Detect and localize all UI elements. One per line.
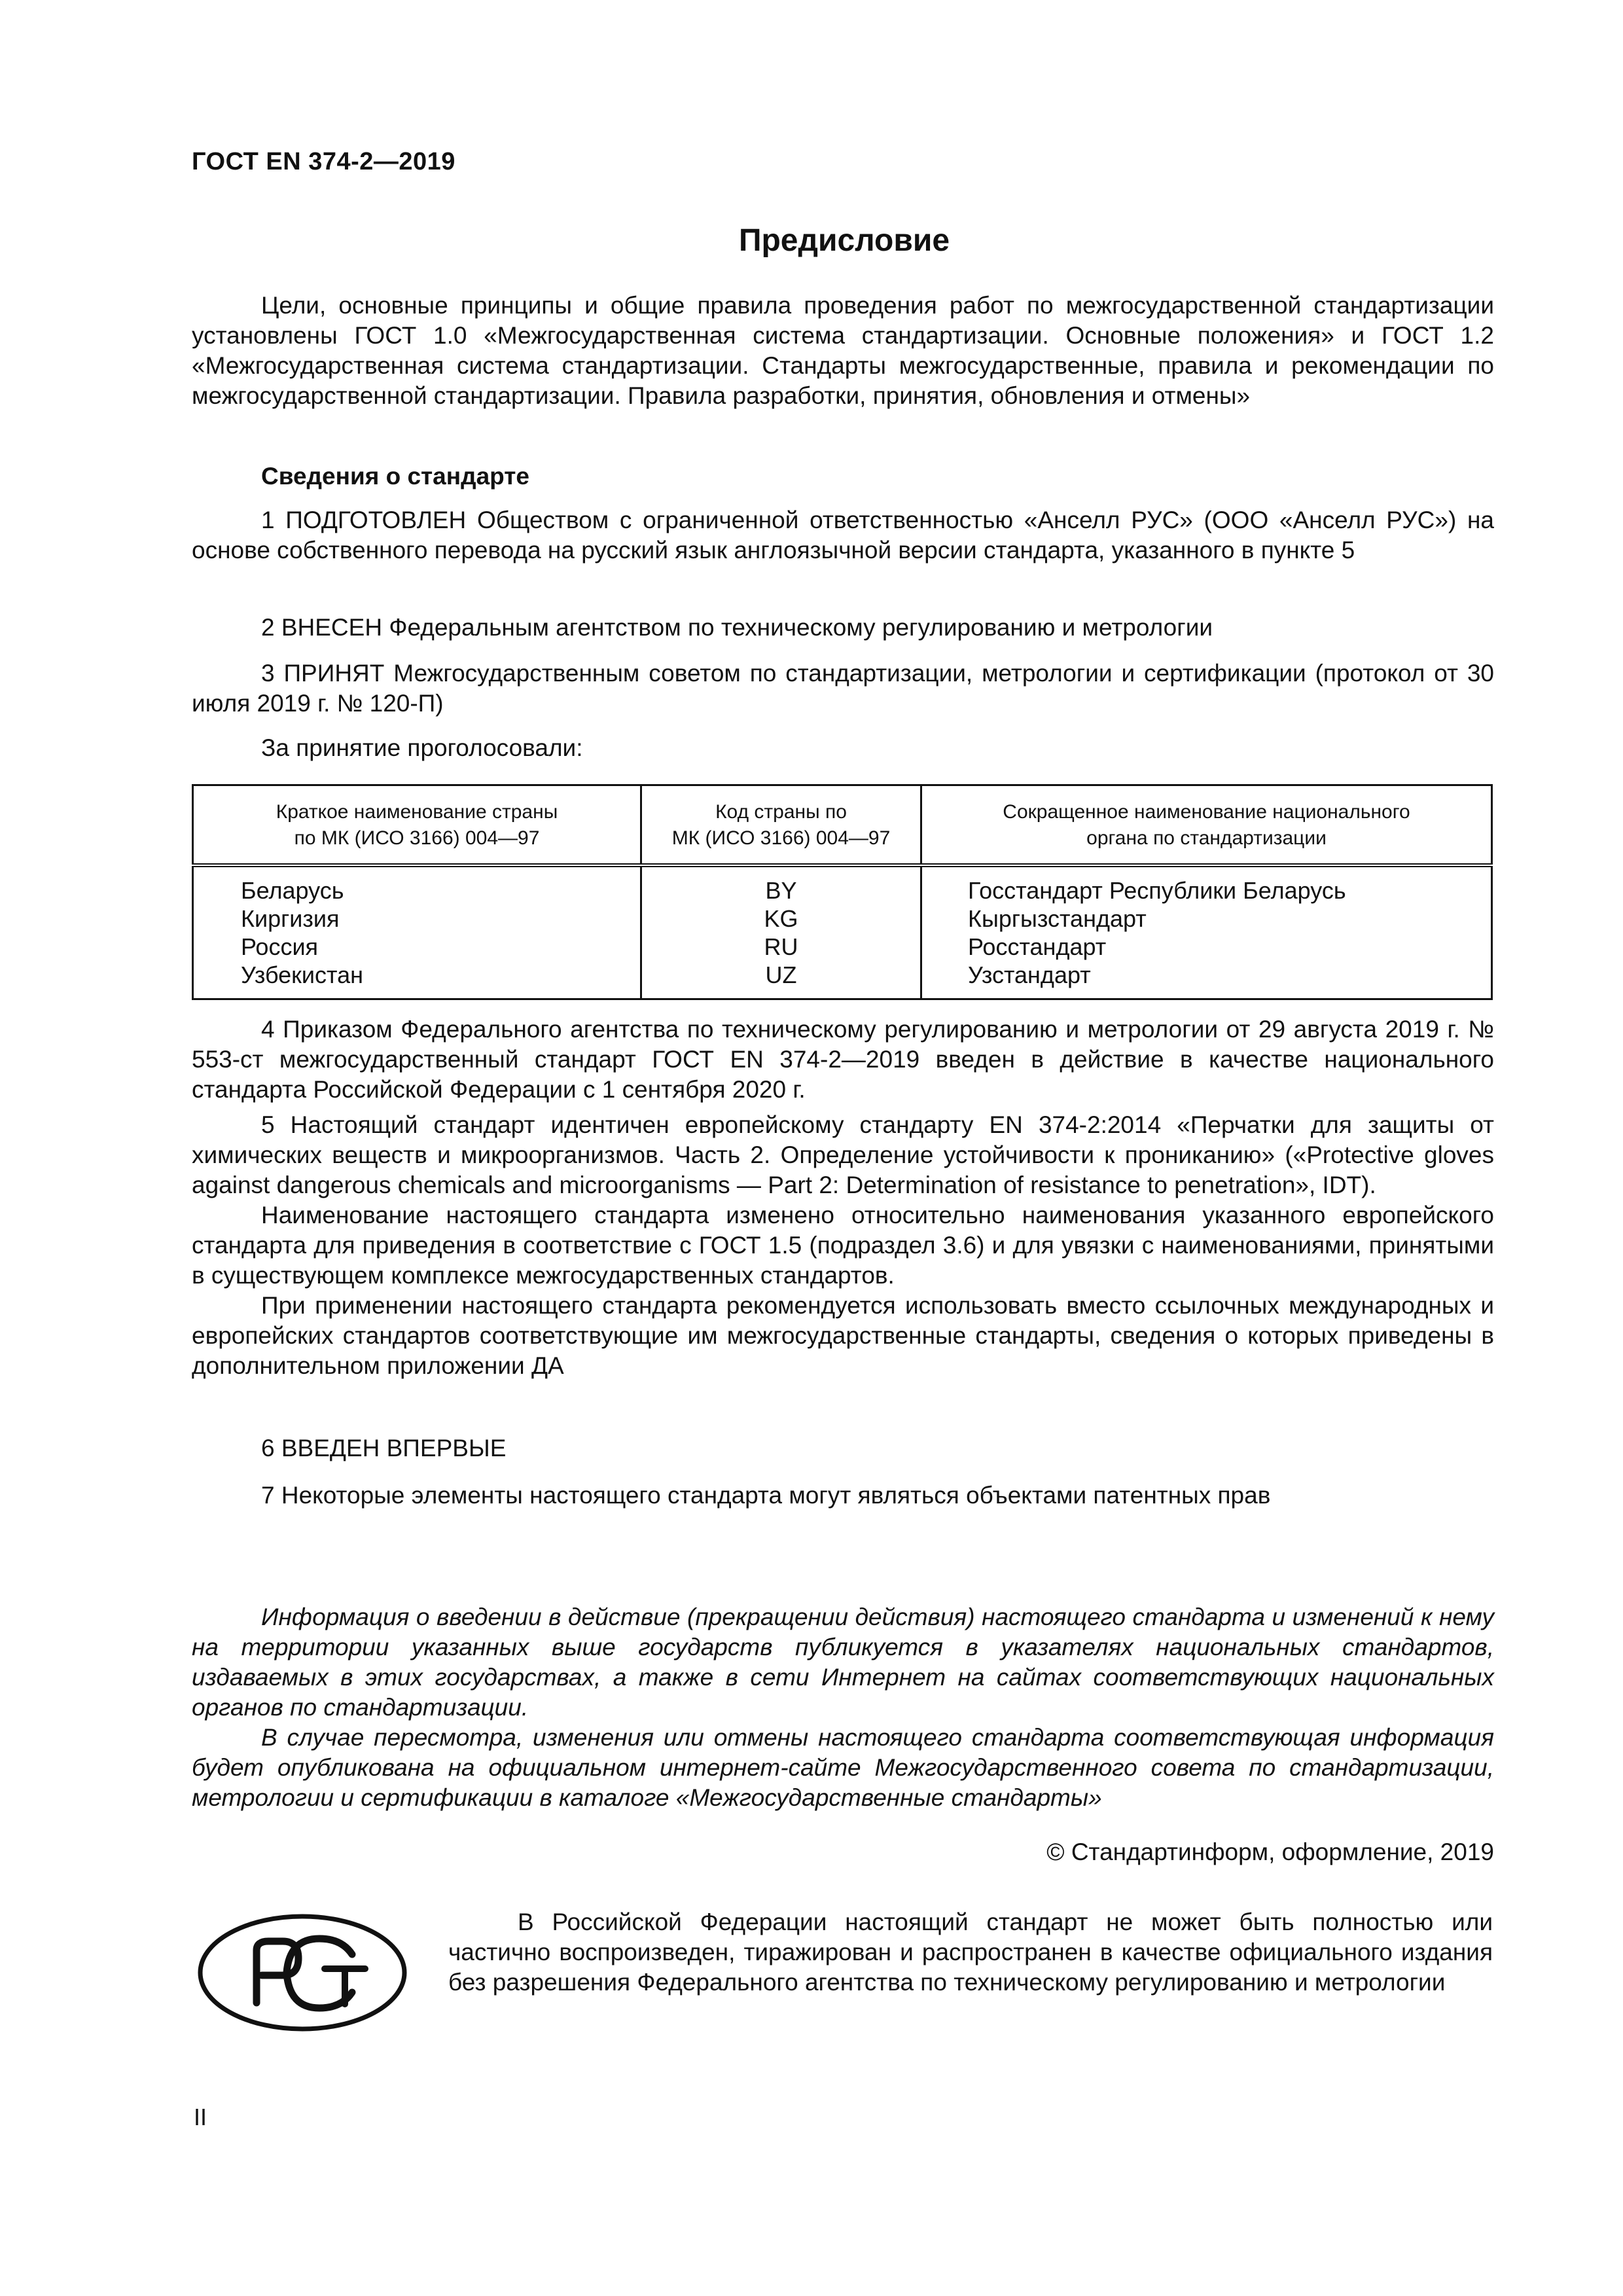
code-cell: KG [641,905,921,933]
info-section [192,1602,1494,1813]
copyright-line: © Стандартинформ, оформление, 2019 [1046,1839,1494,1865]
item-2 [192,613,1494,643]
item-5-text: 5 Настоящий стандарт идентичен европейскому стандарту EN 374-2:2014 «Перчатки для защиты от химических веществ и микроорганизмов. Часть 2. Определение устойчивости к прониканию» («Protective gloves against dangerous chemicals and microorganisms — Part 2: Determination of resistance to penetration», IDT). [192,1111,1494,1198]
item-3-text: 3 ПРИНЯТ Межгосударственным советом по стандартизации, метрологии и сертификации (протокол от 30 июля 2019 г. № 120-П) [192,660,1494,717]
agency-cell: Госстандарт Республики Беларусь [921,865,1492,905]
country-cell: Беларусь [193,865,641,905]
country-cell: Россия [193,933,641,961]
item-7-text: 7 Некоторые элементы настоящего стандарта могут являться объектами патентных прав [261,1482,1271,1509]
page-number: II [194,2104,207,2130]
code-cell: BY [641,865,921,905]
item-7 [192,1480,1494,1511]
intro-paragraph: Цели, основные принципы и общие правила проведения работ по межгосударственной стандартизации установлены ГОСТ 1.0 «Межгосударственная система стандартизации. Основные положения» и ГОСТ 1.2 «Межгосударственная система стандартизации. Стандарты межгосударственные, правила и рекомендации по межгосударственной стандартизации. Правила разработки, принятия, обновления и отмены» [192,292,1494,409]
item-1 [192,505,1494,565]
rf-reproduction-note: В Российской Федерации настоящий стандарт не может быть полностью или частично воспроизведен, тиражирован и распространен в качестве официального издания без разрешения Федерального агентства по техническому регулированию и метрологии [448,1909,1493,1996]
table-header-row [193,785,1492,866]
item-5-paragraph-3: При применении настоящего стандарта рекомендуется использовать вместо ссылочных международных и европейских стандартов соответствующие им межгосударственные стандарты, сведения о которых приведены в дополнительном приложении ДА [192,1292,1494,1379]
info-paragraph-1: Информация о введении в действие (прекращении действия) настоящего стандарта и изменений к нему на территории указанных выше государств публикуется в указателях национальных стандартов, издаваемых в этих государствах, а также в сети Интернет на сайтах соответствующих национальных органов по стандартизации. [192,1604,1494,1721]
document-code: ГОСТ EN 374-2—2019 [192,148,455,175]
item-1-text: 1 ПОДГОТОВЛЕН Обществом с ограниченной ответственностью «Анселл РУС» (ООО «Анселл РУС») на основе собственного перевода на русский язык англоязычной версии стандарта, указанного в пункте 5 [192,507,1494,564]
table-row [193,933,1492,961]
section-title: Сведения о стандарте [261,463,529,490]
country-cell: Узбекистан [193,961,641,999]
agency-cell: Узстандарт [921,961,1492,999]
item-5-paragraph-2: Наименование настоящего стандарта изменено относительно наименования указанного европейского стандарта для приведения в соответствие с ГОСТ 1.5 (подраздел 3.6) и для увязки с наименованиями, принятыми в существующем комплексе межгосударственных стандартов. [192,1202,1494,1289]
voting-table [192,784,1493,1000]
table-row [193,905,1492,933]
item-5 [192,1110,1494,1381]
country-cell: Киргизия [193,905,641,933]
item-3 [192,658,1494,719]
info-paragraph-2: В случае пересмотра, изменения или отмены настоящего стандарта соответствующая информация будет опубликована на официальном интернет-сайте Межгосударственного совета по стандартизации, метрологии и сертификации в каталоге «Межгосударственные стандарты» [192,1724,1494,1811]
code-cell: UZ [641,961,921,999]
table-header-agency: Сокращенное наименование национального органа по стандартизации [921,785,1492,866]
item-6 [192,1433,1494,1463]
table-header-country: Краткое наименование страны по МК (ИСО 3166) 004—97 [193,785,641,866]
table-row [193,865,1492,905]
intro-section [192,291,1494,411]
page-title: Предисловие [738,223,950,258]
item-2-text: 2 ВНЕСЕН Федеральным агентством по техническому регулированию и метрологии [261,614,1213,641]
rst-logo-icon [196,1912,409,2034]
table-row [193,961,1492,999]
voted-label: За принятие проголосовали: [261,734,583,761]
agency-cell: Кыргызстандарт [921,905,1492,933]
table-header-code: Код страны по МК (ИСО 3166) 004—97 [641,785,921,866]
code-cell: RU [641,933,921,961]
item-4 [192,1014,1494,1105]
item-6-text: 6 ВВЕДЕН ВПЕРВЫЕ [261,1435,507,1462]
agency-cell: Росстандарт [921,933,1492,961]
item-4-text: 4 Приказом Федерального агентства по техническому регулированию и метрологии от 29 августа 2019 г. № 553-ст межгосударственный стандарт ГОСТ EN 374-2—2019 введен в действие в качестве национального стандарта Российской Федерации с 1 сентября 2020 г. [192,1016,1494,1103]
